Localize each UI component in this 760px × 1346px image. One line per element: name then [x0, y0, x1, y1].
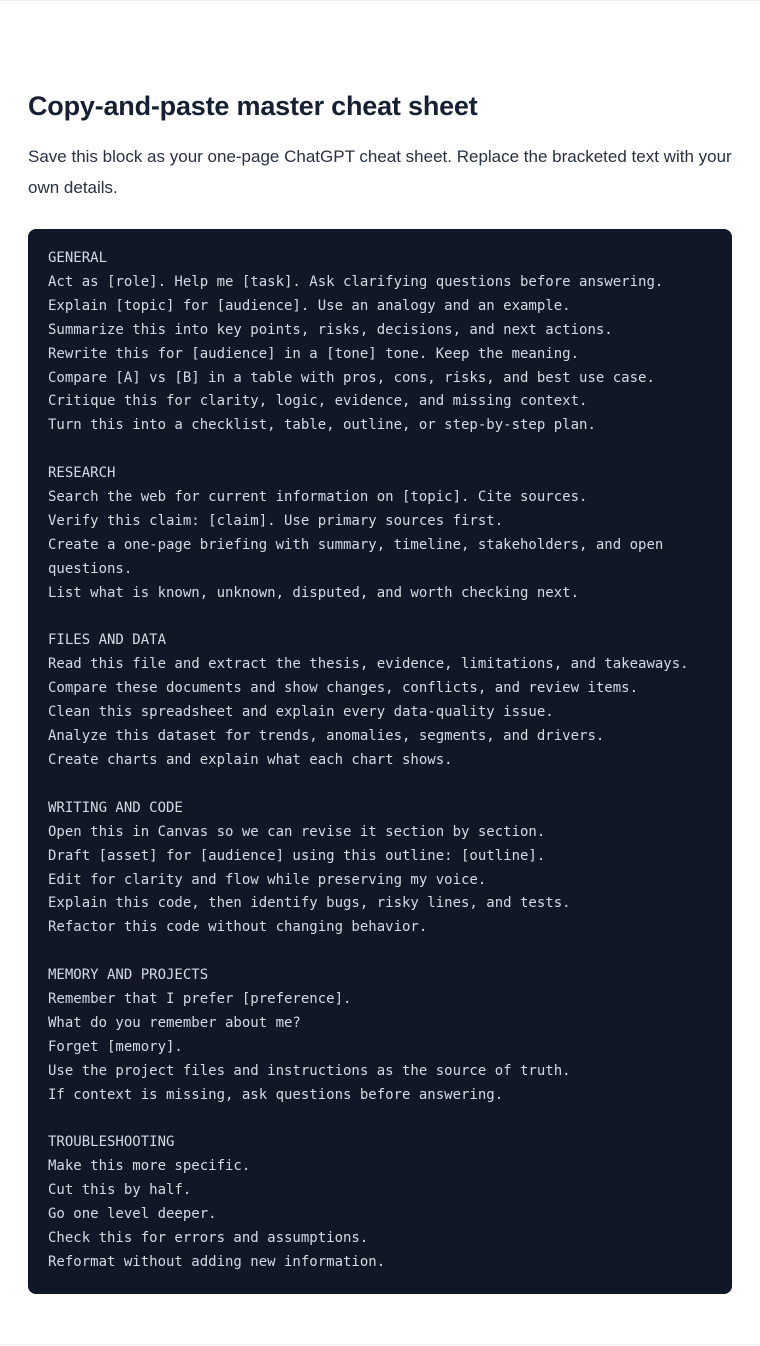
cheat-group-general: [48, 247, 712, 438]
prompt-line: Refactor this code without changing behavior.: [48, 919, 428, 936]
cheat-group-troubleshooting: [48, 1131, 712, 1274]
prompt-line: Check this for errors and assumptions.: [48, 1230, 369, 1247]
prompt-line: Draft [asset] for [audience] using this outline: [outline].: [48, 847, 546, 864]
group-heading: FILES AND DATA: [48, 632, 167, 649]
cheat-sheet-code-block[interactable]: [28, 229, 732, 1294]
top-divider: [0, 0, 760, 1]
prompt-line: Rewrite this for [audience] in a [tone] tone. Keep the meaning.: [48, 345, 580, 362]
prompt-line: Clean this spreadsheet and explain every data-quality issue.: [48, 704, 554, 721]
prompt-line: Cut this by half.: [48, 1182, 192, 1199]
group-heading: RESEARCH: [48, 465, 116, 482]
prompt-line: If context is missing, ask questions before answering.: [48, 1086, 504, 1103]
cheat-group-memory-and-projects: [48, 964, 712, 1107]
section-intro: Save this block as your one-page ChatGPT cheat sheet. Replace the bracketed text with your own details.: [28, 147, 732, 197]
group-heading: WRITING AND CODE: [48, 799, 183, 816]
group-heading: GENERAL: [48, 250, 108, 266]
prompt-line: Reformat without adding new information.: [48, 1253, 386, 1270]
prompt-line: What do you remember about me?: [48, 1014, 301, 1031]
prompt-line: Act as [role]. Help me [task]. Ask clarifying questions before answering.: [48, 273, 664, 290]
prompt-line: Search the web for current information on [topic]. Cite sources.: [48, 489, 588, 506]
prompt-line: Explain this code, then identify bugs, risky lines, and tests.: [48, 895, 571, 912]
prompt-line: Create a one-page briefing with summary, timeline, stakeholders, and open questions.: [48, 536, 672, 577]
prompt-line: List what is known, unknown, disputed, and worth checking next.: [48, 584, 580, 601]
prompt-line: Go one level deeper.: [48, 1206, 217, 1223]
cheat-group-writing-and-code: [48, 797, 712, 940]
prompt-line: Read this file and extract the thesis, evidence, limitations, and takeaways.: [48, 656, 689, 673]
cheat-group-research: [48, 462, 712, 605]
prompt-line: Analyze this dataset for trends, anomalies, segments, and drivers.: [48, 728, 605, 745]
group-heading: MEMORY AND PROJECTS: [48, 967, 209, 984]
prompt-line: Edit for clarity and flow while preserving my voice.: [48, 871, 487, 888]
group-heading: TROUBLESHOOTING: [48, 1134, 175, 1151]
cheat-group-files-and-data: [48, 629, 712, 772]
prompt-line: Forget [memory].: [48, 1038, 183, 1055]
prompt-line: Open this in Canvas so we can revise it section by section.: [48, 823, 546, 840]
prompt-line: Make this more specific.: [48, 1158, 251, 1175]
prompt-line: Use the project files and instructions as the source of truth.: [48, 1062, 571, 1079]
prompt-line: Remember that I prefer [preference].: [48, 991, 352, 1008]
section-title: Copy-and-paste master cheat sheet: [28, 91, 478, 121]
prompt-line: Compare [A] vs [B] in a table with pros, cons, risks, and best use case.: [48, 369, 655, 386]
prompt-line: Verify this claim: [claim]. Use primary sources first.: [48, 512, 504, 529]
prompt-line: Summarize this into key points, risks, decisions, and next actions.: [48, 321, 613, 338]
prompt-line: Create charts and explain what each chart shows.: [48, 752, 453, 768]
prompt-line: Critique this for clarity, logic, evidence, and missing context.: [48, 393, 588, 410]
prompt-line: Compare these documents and show changes, conflicts, and review items.: [48, 680, 639, 697]
bottom-divider: [0, 1344, 760, 1345]
prompt-line: Explain [topic] for [audience]. Use an analogy and an example.: [48, 297, 571, 314]
cheat-sheet-section: [28, 86, 732, 203]
prompt-line: Turn this into a checklist, table, outline, or step-by-step plan.: [48, 417, 596, 434]
